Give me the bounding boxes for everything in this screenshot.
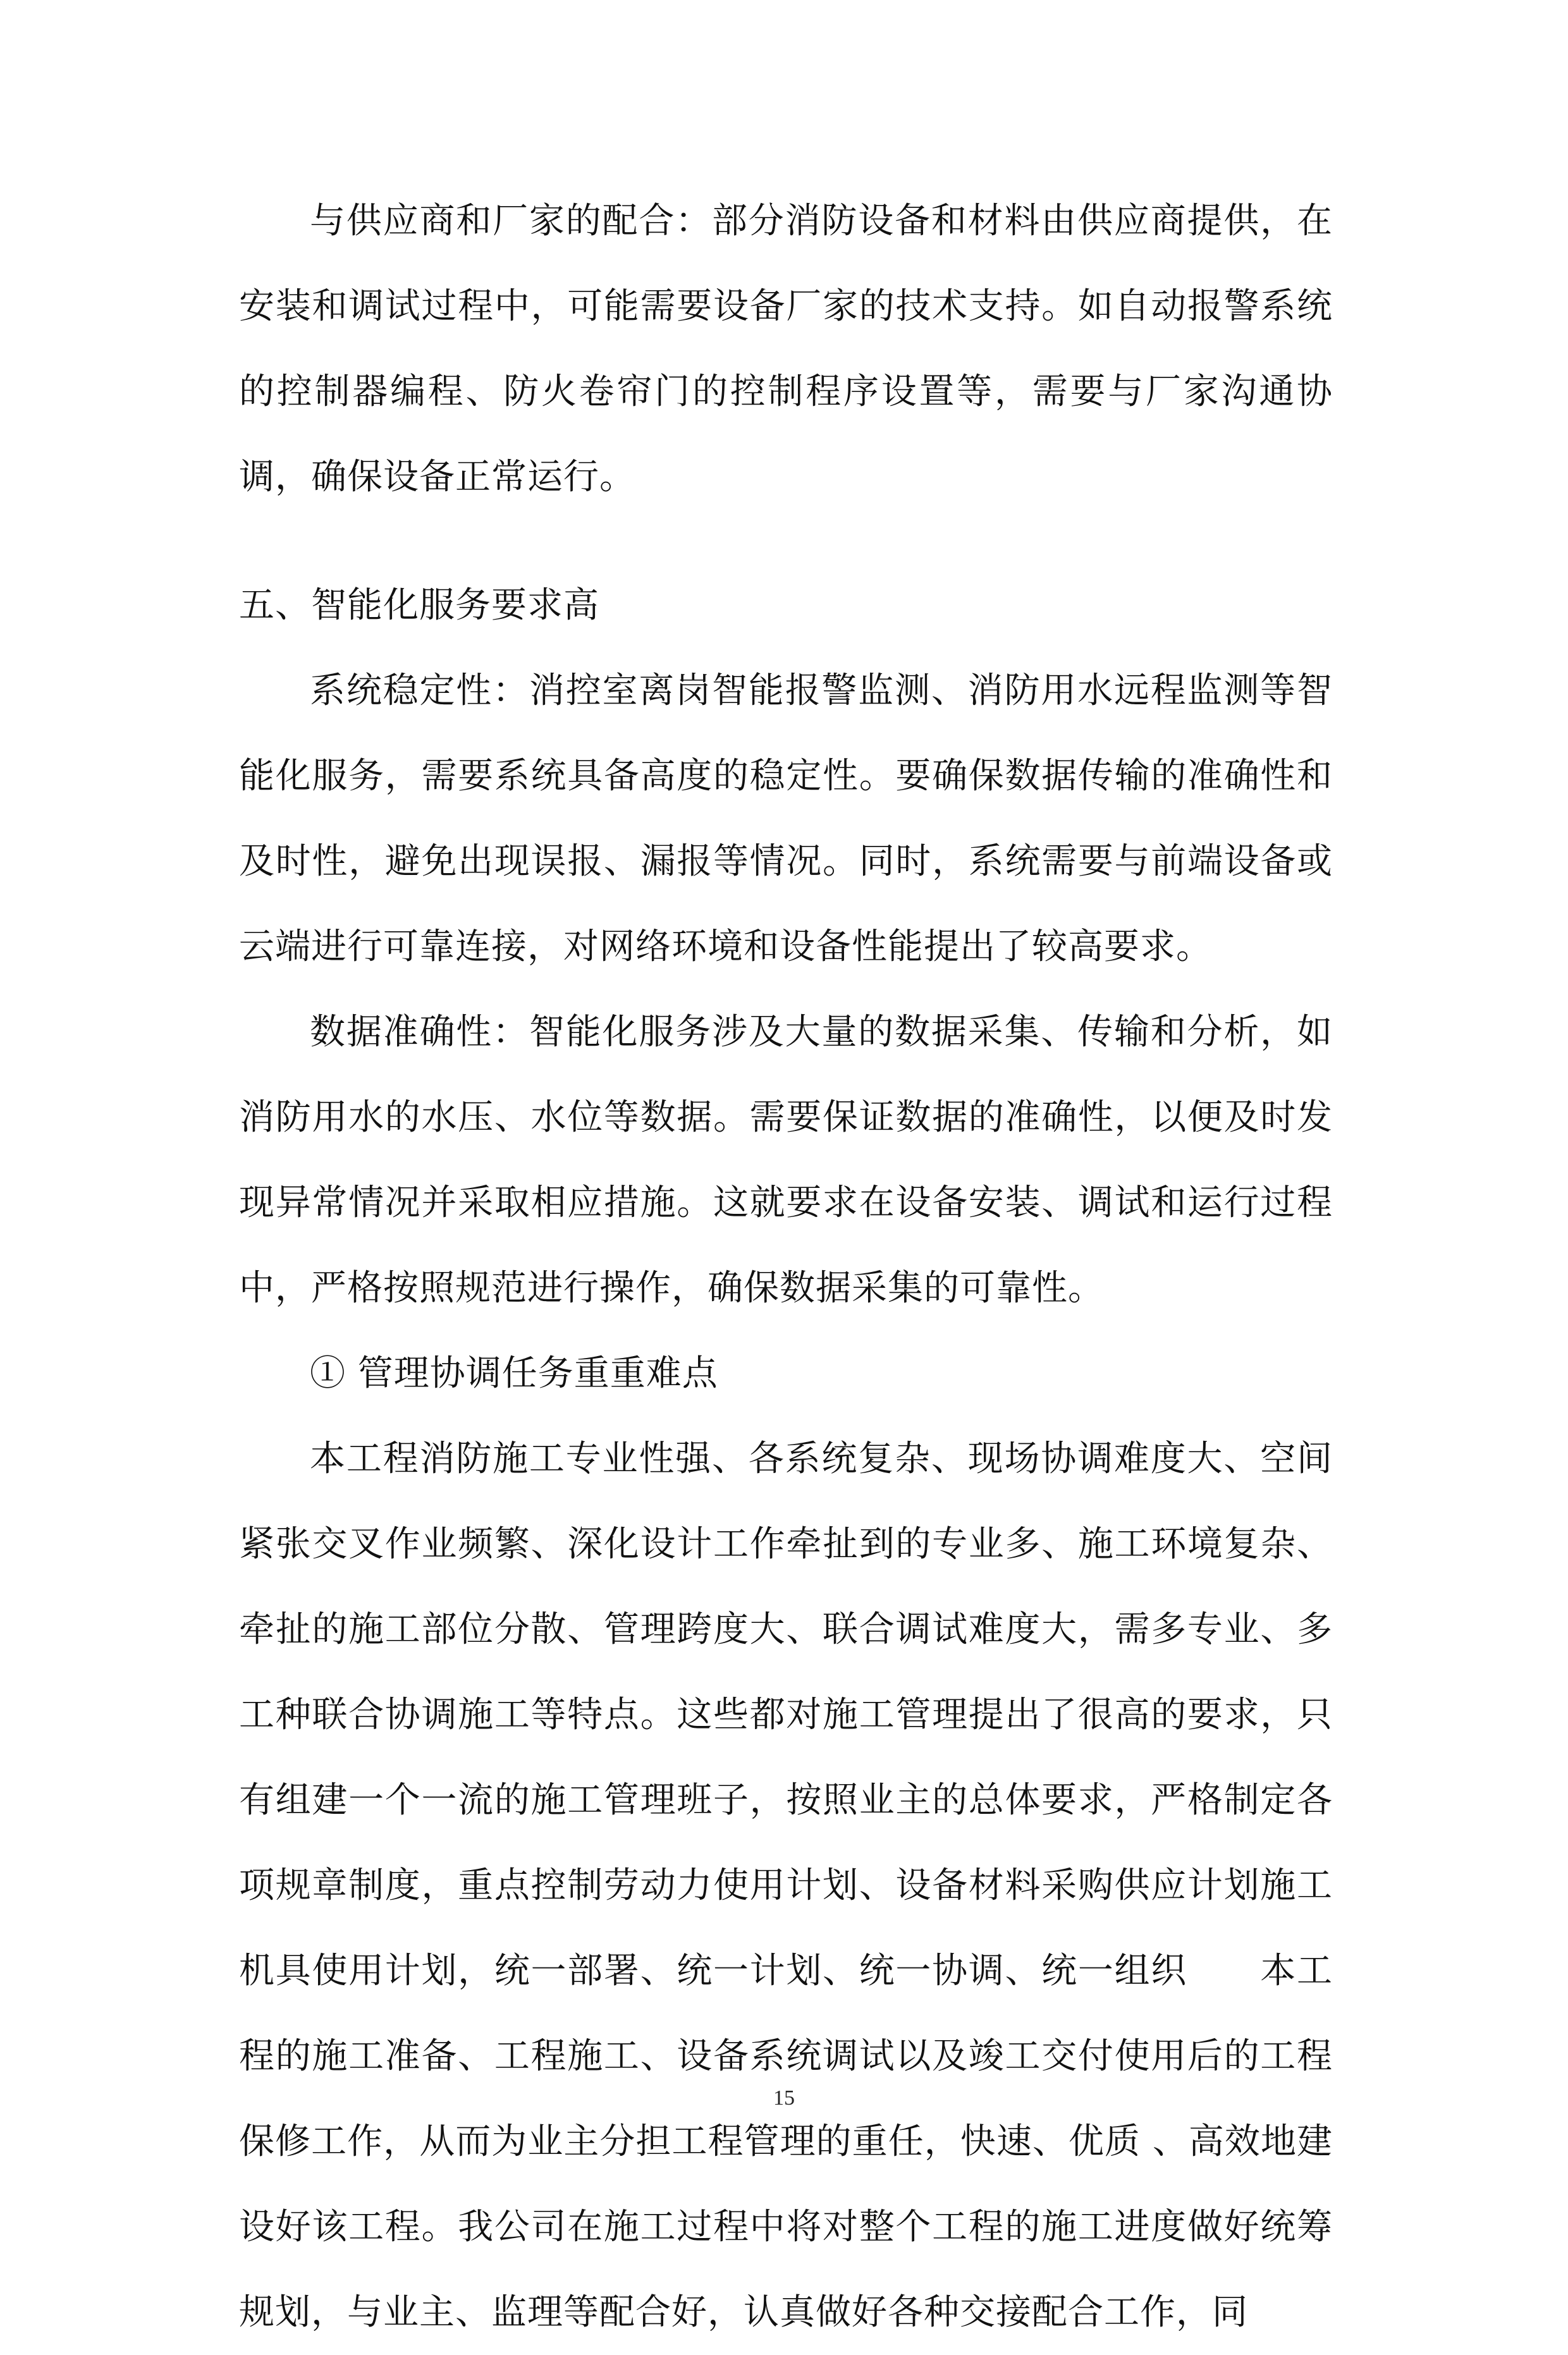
paragraph-data-accuracy: 数据准确性：智能化服务涉及大量的数据采集、传输和分析，如消防用水的水压、水位等数据。需要保证数据的准确性，以便及时发现异常情况并采取相应措施。这就要求在设备安装、调试和运行过程中，严格按照规范进行操作，确保数据采集的可靠性。 [239, 1012, 1333, 1309]
document-body [239, 178, 1333, 2355]
sub-heading-management: ① 管理协调任务重重难点 [310, 1353, 718, 1394]
paragraph-supplier-coordination: 与供应商和厂家的配合：部分消防设备和材料由供应商提供，在安装和调试过程中，可能需要设备厂家的技术支持。如自动报警系统的控制器编程、防火卷帘门的控制程序设置等，需要与厂家沟通协调，确保设备正常运行。 [239, 200, 1333, 498]
page-number: 15 [773, 2086, 795, 2110]
paragraph-management-coordination: 本工程消防施工专业性强、各系统复杂、现场协调难度大、空间紧张交叉作业频繁、深化设计工作牵扯到的专业多、施工环境复杂、牵扯的施工部位分散、管理跨度大、联合调试难度大，需多专业、多工种联合协调施工等特点。这些都对施工管理提出了很高的要求，只有组建一个一流的施工管理班子，按照业主的总体要求，严格制定各项规章制度，重点控制劳动力使用计划、设备材料采购供应计划施工机具使用计划，统一部署、统一计划、统一协调、统一组织 本工程的施工准备、工程施工、设备系统调试以及竣工交付使用后的工程保修工作，从而为业主分担工程管理的重任，快速、优质 、高效地建设好该工程。我公司在施工过程中将对整个工程的施工进度做好统筹规划，与业主、监理等配合好，认真做好各种交接配合工作，同 [239, 1438, 1333, 2333]
section-heading-five: 五、智能化服务要求高 [239, 585, 599, 626]
paragraph-system-stability: 系统稳定性：消控室离岗智能报警监测、消防用水远程监测等智能化服务，需要系统具备高度的稳定性。要确保数据传输的准确性和及时性，避免出现误报、漏报等情况。同时，系统需要与前端设备或云端进行可靠连接，对网络环境和设备性能提出了较高要求。 [239, 670, 1333, 967]
